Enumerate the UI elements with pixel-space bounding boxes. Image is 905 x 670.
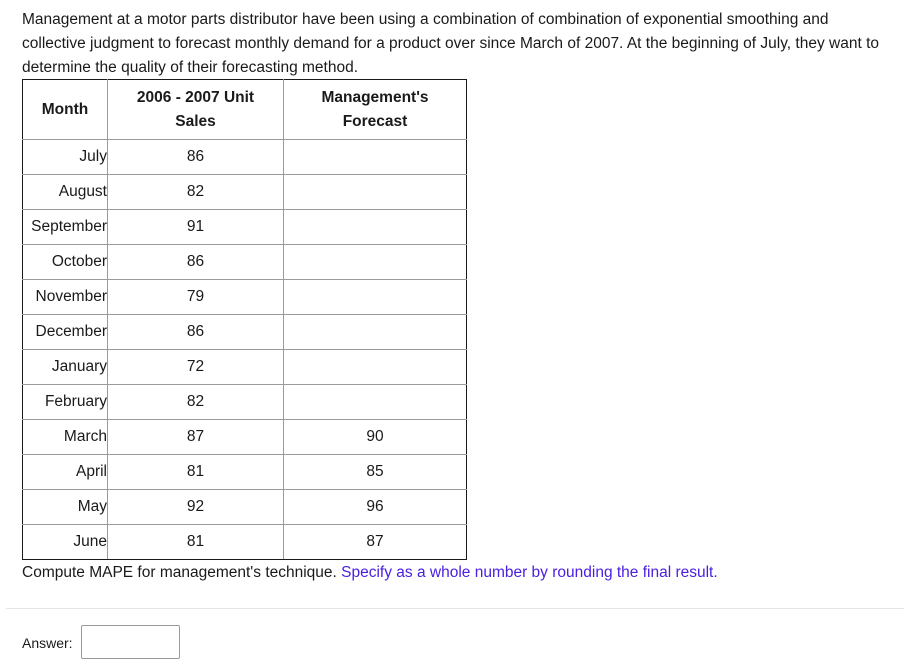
month-cell: August [23, 175, 108, 210]
forecast-header-line2: Forecast [342, 112, 408, 130]
sales-cell: 79 [108, 280, 284, 315]
answer-input[interactable] [81, 625, 180, 659]
forecast-cell [284, 350, 467, 385]
month-cell: February [23, 385, 108, 420]
rounding-hint: Specify as a whole number by rounding the final result. [341, 564, 718, 581]
forecast-column-header [284, 80, 467, 140]
month-cell: January [23, 350, 108, 385]
sales-cell: 72 [108, 350, 284, 385]
forecast-cell [284, 245, 467, 280]
answer-label: Answer: [22, 635, 73, 651]
table-row [23, 350, 467, 385]
month-cell: December [23, 315, 108, 350]
sales-forecast-table [22, 79, 467, 560]
problem-intro: Management at a motor parts distributor have been using a combination of combination of exponential smoothing and collective judgment to forecast monthly demand for a product over since March of 2007. At the beginning of July, they want to determine the quality of their forecasting method. [22, 11, 879, 76]
forecast-header-line1: Management's [321, 88, 429, 106]
table-row [23, 280, 467, 315]
question-text: Compute MAPE for management's technique. [22, 564, 337, 581]
month-cell: April [23, 455, 108, 490]
forecast-cell [284, 280, 467, 315]
divider [6, 608, 904, 609]
table-body [23, 140, 467, 560]
sales-header-line1: 2006 - 2007 Unit [136, 88, 255, 106]
sales-cell: 82 [108, 385, 284, 420]
table-row [23, 315, 467, 350]
month-cell: May [23, 490, 108, 525]
month-cell: October [23, 245, 108, 280]
forecast-cell: 87 [284, 525, 467, 560]
forecast-cell [284, 175, 467, 210]
sales-cell: 81 [108, 455, 284, 490]
month-cell: June [23, 525, 108, 560]
forecast-cell [284, 210, 467, 245]
forecast-cell: 85 [284, 455, 467, 490]
table-row [23, 210, 467, 245]
sales-cell: 81 [108, 525, 284, 560]
table-row [23, 455, 467, 490]
table-row [23, 490, 467, 525]
month-column-header: Month [23, 80, 108, 140]
forecast-cell: 90 [284, 420, 467, 455]
table-row [23, 245, 467, 280]
sales-header-line2: Sales [175, 112, 216, 130]
sales-cell: 86 [108, 315, 284, 350]
table-row [23, 140, 467, 175]
forecast-cell [284, 140, 467, 175]
forecast-cell: 96 [284, 490, 467, 525]
sales-cell: 86 [108, 140, 284, 175]
month-cell: November [23, 280, 108, 315]
table-row [23, 385, 467, 420]
month-cell: March [23, 420, 108, 455]
month-cell: July [23, 140, 108, 175]
sales-cell: 82 [108, 175, 284, 210]
sales-cell: 91 [108, 210, 284, 245]
forecast-cell [284, 315, 467, 350]
forecast-cell [284, 385, 467, 420]
sales-cell: 86 [108, 245, 284, 280]
question [22, 561, 718, 585]
table-header-row [23, 80, 467, 140]
month-cell: September [23, 210, 108, 245]
table-row [23, 525, 467, 560]
sales-column-header [108, 80, 284, 140]
table-row [23, 420, 467, 455]
sales-cell: 87 [108, 420, 284, 455]
table-row [23, 175, 467, 210]
sales-cell: 92 [108, 490, 284, 525]
